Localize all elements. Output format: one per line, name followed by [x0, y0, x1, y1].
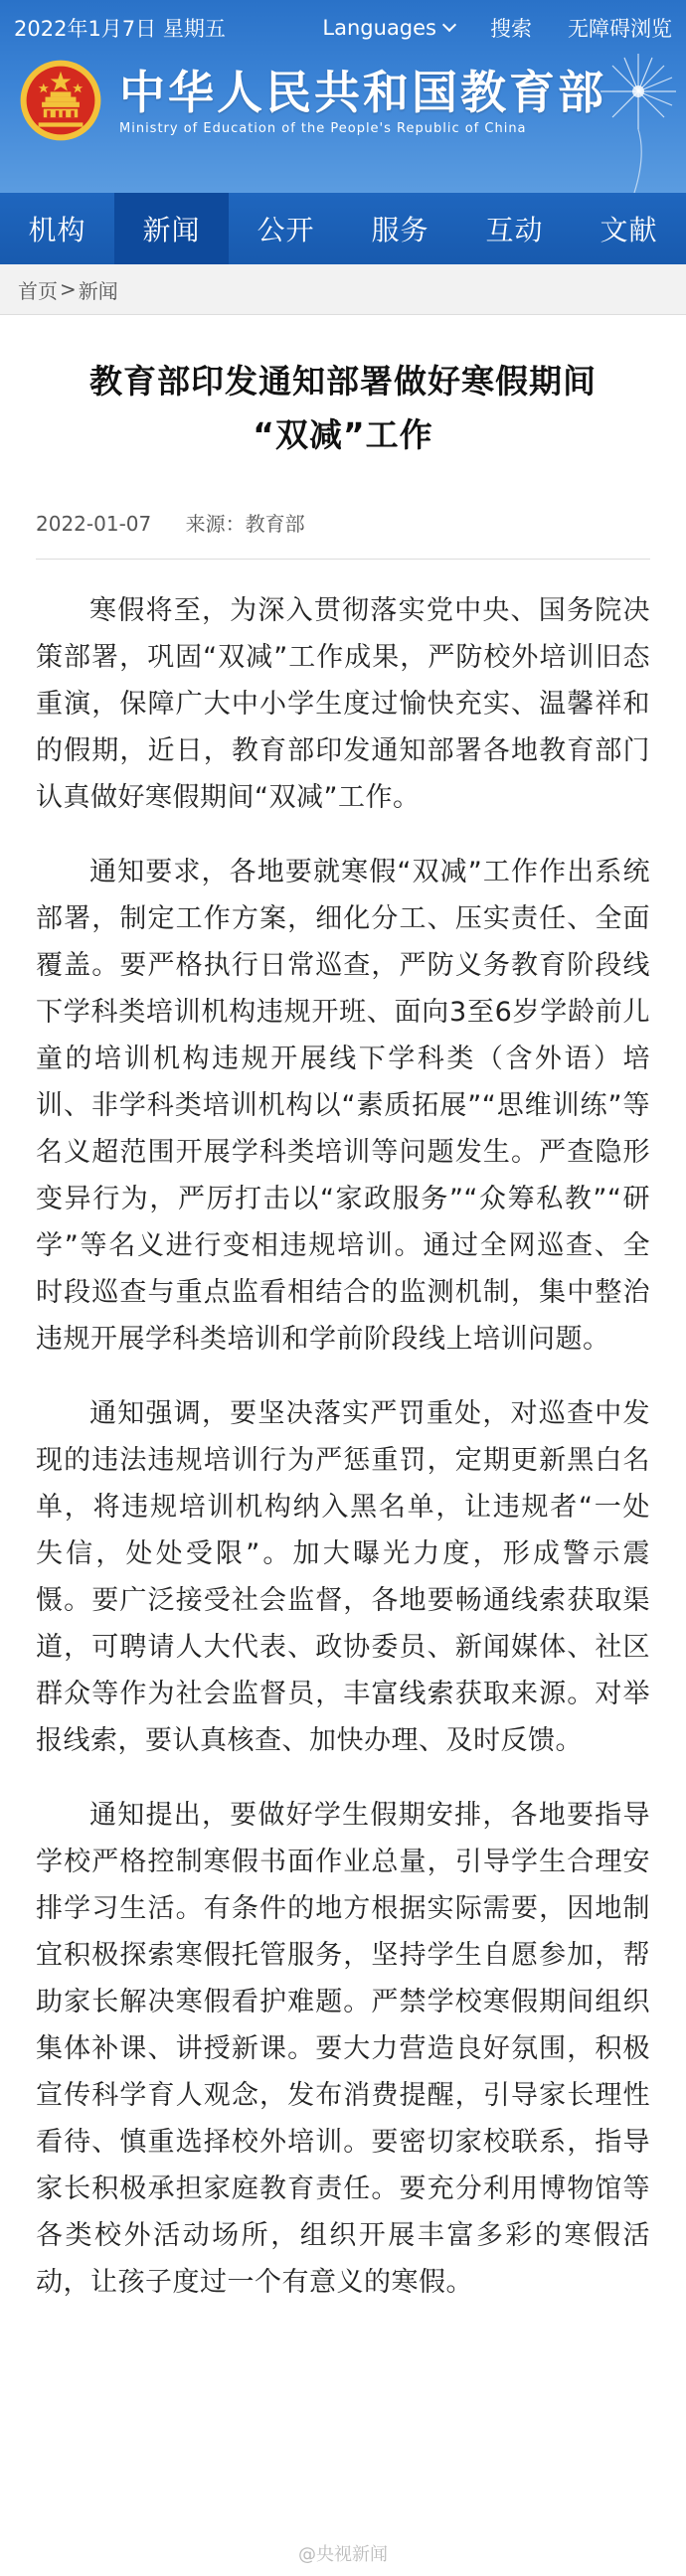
search-link[interactable]: 搜索	[490, 17, 532, 41]
article-paragraph-4: 通知提出，要做好学生假期安排，各地要指导学校严格控制寒假书面作业总量，引导学生合理安排学习生活。有条件的地方根据实际需要，因地制宜积极探索寒假托管服务，坚持学生自愿参加，帮助家长解决寒假看护难题。严禁学校寒假期间组织集体补课、讲授新课。要大力营造良好氛围，积极宣传科学育人观念，发布消费提醒，引导家长理性看待、慎重选择校外培训。要密切家校联系，指导家长积极承担家庭教育责任。要充分利用博物馆等各类校外活动场所，组织开展丰富多彩的寒假活动，让孩子度过一个有意义的寒假。	[36, 1800, 650, 2298]
accessibility-link[interactable]: 无障碍浏览	[568, 17, 672, 41]
dandelion-decoration-icon	[577, 46, 686, 193]
site-name-en: Ministry of Education of the People's Republic of China	[119, 120, 527, 136]
main-nav	[0, 193, 686, 264]
article	[0, 355, 686, 2306]
breadcrumb-home[interactable]: 首页	[18, 278, 58, 303]
article-paragraph-3: 通知强调，要坚决落实严罚重处，对巡查中发现的违法违规培训行为严惩重罚，定期更新黑白名单，将违规培训机构纳入黑名单，让违规者“一处失信，处处受限”。加大曝光力度，形成警示震慑。要广泛接受社会监督，各地要畅通线索获取渠道，可聘请人大代表、政协委员、新闻媒体、社区群众等作为社会监督员，丰富线索获取来源。对举报线索，要认真核查、加快办理、及时反馈。	[36, 1398, 650, 1756]
breadcrumb	[0, 264, 686, 315]
breadcrumb-current[interactable]: 新闻	[78, 278, 118, 303]
nav-item-hudong[interactable]: 互动	[485, 214, 544, 246]
current-date: 2022年1月7日 星期五	[14, 17, 226, 41]
article-paragraph-1: 寒假将至，为深入贯彻落实党中央、国务院决策部署，巩固“双减”工作成果，严防校外培训旧态重演，保障广大中小学生度过愉快充实、温馨祥和的假期，近日，教育部印发通知部署各地教育部门认真做好寒假期间“双减”工作。	[36, 595, 650, 813]
chevron-down-icon	[442, 18, 456, 32]
nav-item-xinwen[interactable]: 新闻	[114, 193, 229, 264]
brand-text	[119, 66, 606, 136]
article-source: 来源：教育部	[185, 512, 305, 536]
nav-item-wenxian[interactable]: 文献	[600, 214, 658, 246]
languages-label: Languages	[322, 16, 436, 40]
article-title-line-2: “双减”工作	[253, 415, 433, 454]
article-title-line-1: 教育部印发通知部署做好寒假期间	[89, 362, 597, 401]
site-brand[interactable]	[18, 58, 606, 143]
site-header	[0, 0, 686, 193]
nav-item-jigou[interactable]: 机构	[28, 214, 86, 246]
national-emblem-icon	[18, 58, 103, 143]
article-meta	[36, 508, 650, 537]
nav-item-fuwu[interactable]: 服务	[371, 214, 429, 246]
meta-divider	[36, 559, 650, 560]
article-title	[36, 355, 650, 462]
nav-item-gongkai[interactable]: 公开	[257, 214, 315, 246]
breadcrumb-separator: >	[60, 277, 77, 301]
site-name-cn: 中华人民共和国教育部	[119, 65, 606, 119]
article-paragraph-2: 通知要求，各地要就寒假“双减”工作作出系统部署，制定工作方案，细化分工、压实责任、全面覆盖。要严格执行日常巡查，严防义务教育阶段线下学科类培训机构违规开班、面向3至6岁学龄前儿童的培训机构违规开展线下学科类（含外语）培训、非学科类培训机构以“素质拓展”“思维训练”等名义超范围开展学科类培训等问题发生。严查隐形变异行为，严厉打击以“家政服务”“众筹私教”“研学”等名义进行变相违规培训。通过全网巡查、全时段巡查与重点监看相结合的监测机制，集中整治违规开展学科类培训和学前阶段线上培训问题。	[36, 857, 650, 1355]
languages-dropdown[interactable]	[322, 16, 454, 40]
source-watermark: @央视新闻	[298, 2544, 388, 2565]
top-bar	[14, 10, 672, 46]
article-date: 2022-01-07	[36, 512, 152, 536]
